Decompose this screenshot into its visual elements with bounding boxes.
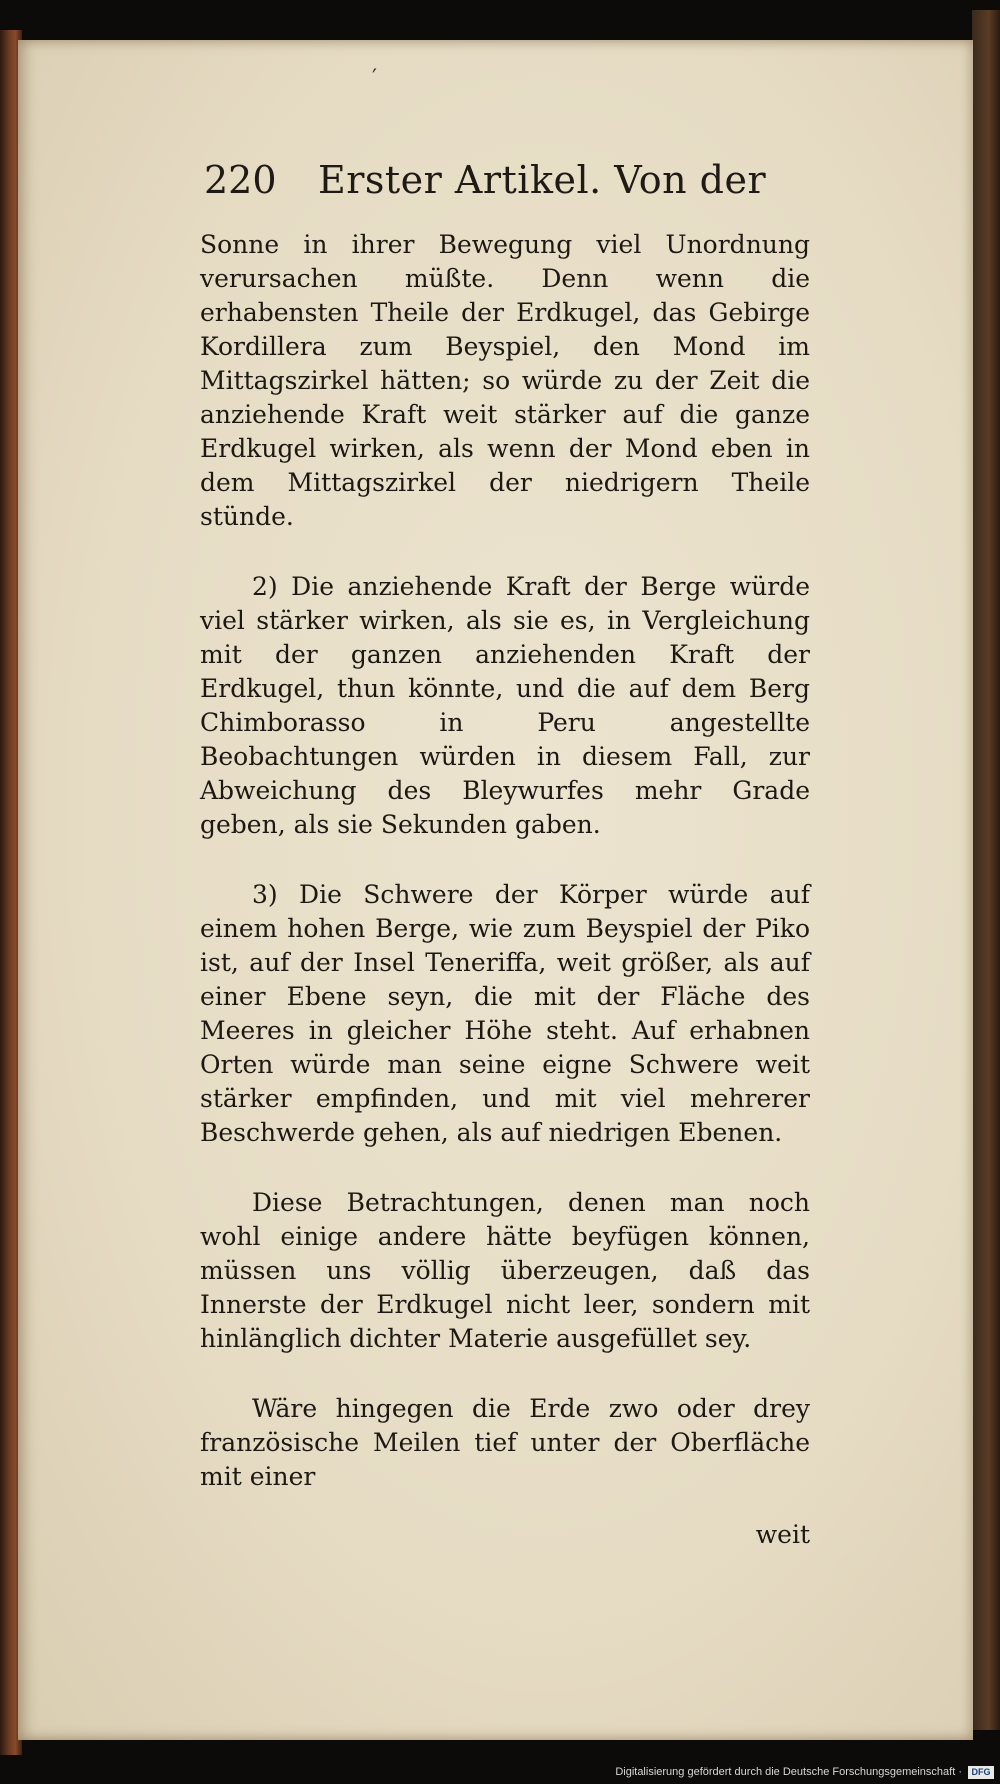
- paragraph: Diese Betrachtungen, denen man noch wohl einige andere hätte beyfügen können, müssen uns völlig überzeugen, daß das Innerste der Erdkugel nicht leer, sondern mit hinlänglich dichter Materie ausgefüllet sey.: [200, 1188, 810, 1353]
- paragraph: 2) Die anziehende Kraft der Berge würde viel stärker wirken, als sie es, in Vergleichung mit der ganzen anziehenden Kraft der Erdkugel, thun könnte, und die auf dem Berg Chimborasso in Peru angestellte Beobachtungen würden in diesem Fall, zur Abweichung des Bleywurfes mehr Grade geben, als sie Sekunden gaben.: [200, 572, 810, 839]
- paragraph: Wäre hingegen die Erde zwo oder drey französische Meilen tief unter der Oberfläche mit einer: [200, 1394, 810, 1491]
- paragraph: 3) Die Schwere der Körper würde auf einem hohen Berge, wie zum Beyspiel der Piko ist, auf der Insel Teneriffa, weit größer, als auf einer Ebene seyn, die mit der Fläche des Meeres in gleicher Höhe steht. Auf erhabnen Orten würde man seine eigne Schwere weit stärker empfinden, und mit viel mehrerer Beschwerde gehen, als auf niedrigen Ebenen.: [200, 880, 810, 1147]
- body-text: [200, 228, 810, 1494]
- dfg-logo-icon: DFG: [968, 1766, 994, 1779]
- page-header: [182, 150, 822, 210]
- book-edge: [972, 10, 1000, 1730]
- running-title: Erster Artikel. Von der: [318, 158, 767, 202]
- catchword: weit: [755, 1520, 810, 1549]
- paragraph: Sonne in ihrer Bewegung viel Unordnung verursachen müßte. Denn wenn die erhabensten Theile der Erdkugel, das Gebirge Kordillera zum Beyspiel, den Mond im Mittagszirkel hätten; so würde zu der Zeit die anziehende Kraft weit stärker auf die ganze Erdkugel wirken, als wenn der Mond eben in dem Mittagszirkel der niedrigern Theile stünde.: [200, 230, 810, 531]
- page-number: 220: [204, 158, 277, 202]
- page-tick-mark: ′: [372, 66, 377, 91]
- footer-bar: [0, 1758, 1000, 1784]
- digitization-credit: Digitalisierung gefördert durch die Deutsche Forschungsgemeinschaft ·: [615, 1766, 962, 1778]
